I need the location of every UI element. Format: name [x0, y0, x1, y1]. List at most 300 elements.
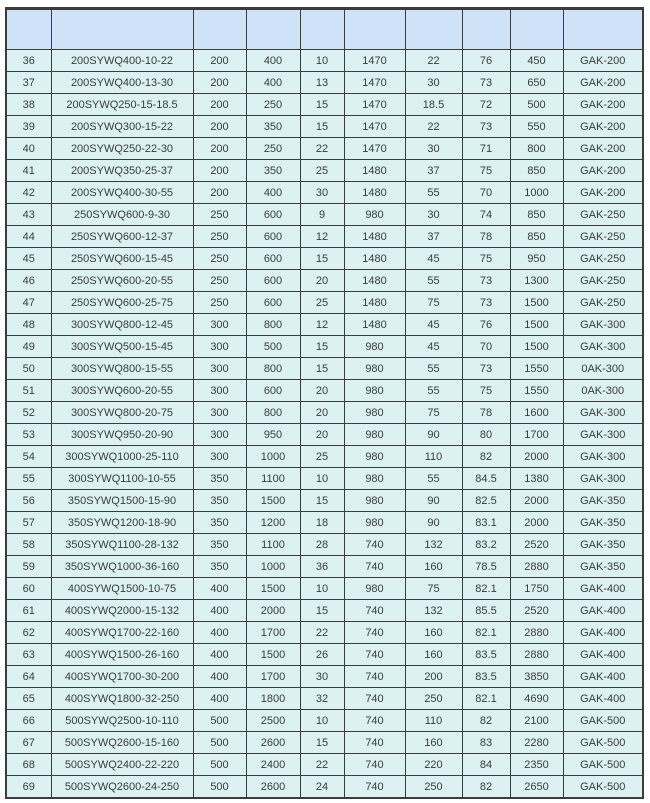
- cell-power: 55: [405, 468, 462, 490]
- cell-model: 400SYWQ1500-26-160: [51, 644, 193, 666]
- cell-speed: 980: [344, 512, 405, 534]
- cell-weight: 2100: [510, 710, 563, 732]
- cell-coupling: GAK-300: [563, 424, 643, 446]
- cell-power: 30: [405, 204, 462, 226]
- table-row: [6, 534, 643, 556]
- cell-weight: 2880: [510, 644, 563, 666]
- cell-caliber: 200: [193, 160, 246, 182]
- cell-flow: 1500: [246, 578, 300, 600]
- cell-caliber: 400: [193, 644, 246, 666]
- cell-coupling: GAK-250: [563, 226, 643, 248]
- cell-power: 90: [405, 512, 462, 534]
- cell-coupling: GAK-300: [563, 402, 643, 424]
- cell-speed: 980: [344, 490, 405, 512]
- cell-index: 48: [6, 314, 51, 336]
- table-row: [6, 666, 643, 688]
- cell-speed: 980: [344, 446, 405, 468]
- cell-head: 20: [300, 402, 344, 424]
- cell-model: 200SYWQ250-15-18.5: [51, 94, 193, 116]
- cell-power: 250: [405, 688, 462, 710]
- cell-coupling: GAK-300: [563, 314, 643, 336]
- cell-caliber: 300: [193, 446, 246, 468]
- table-row: [6, 380, 643, 402]
- header-row: [6, 9, 643, 50]
- cell-speed: 980: [344, 402, 405, 424]
- cell-caliber: 400: [193, 600, 246, 622]
- cell-head: 22: [300, 138, 344, 160]
- cell-index: 55: [6, 468, 51, 490]
- cell-coupling: GAK-350: [563, 512, 643, 534]
- cell-caliber: 350: [193, 556, 246, 578]
- cell-model: 350SYWQ1000-36-160: [51, 556, 193, 578]
- cell-caliber: 350: [193, 490, 246, 512]
- cell-head: 15: [300, 600, 344, 622]
- cell-weight: 3850: [510, 666, 563, 688]
- cell-index: 38: [6, 94, 51, 116]
- cell-power: 55: [405, 182, 462, 204]
- cell-speed: 980: [344, 204, 405, 226]
- cell-weight: 2520: [510, 600, 563, 622]
- cell-head: 18: [300, 512, 344, 534]
- cell-speed: 740: [344, 666, 405, 688]
- cell-weight: 850: [510, 204, 563, 226]
- cell-power: 22: [405, 116, 462, 138]
- cell-model: 500SYWQ2500-10-110: [51, 710, 193, 732]
- cell-head: 15: [300, 732, 344, 754]
- cell-flow: 400: [246, 72, 300, 94]
- cell-efficiency: 75: [462, 248, 510, 270]
- cell-speed: 980: [344, 336, 405, 358]
- cell-power: 45: [405, 314, 462, 336]
- cell-power: 22: [405, 50, 462, 72]
- table-row: [6, 732, 643, 754]
- cell-caliber: 350: [193, 534, 246, 556]
- table-row: [6, 292, 643, 314]
- cell-power: 55: [405, 358, 462, 380]
- cell-weight: 2000: [510, 490, 563, 512]
- cell-head: 15: [300, 358, 344, 380]
- cell-caliber: 300: [193, 402, 246, 424]
- cell-head: 10: [300, 710, 344, 732]
- table-row: [6, 138, 643, 160]
- cell-power: 90: [405, 424, 462, 446]
- header-cell-speed: [344, 9, 405, 50]
- cell-caliber: 300: [193, 424, 246, 446]
- cell-caliber: 300: [193, 314, 246, 336]
- cell-model: 300SYWQ800-15-55: [51, 358, 193, 380]
- cell-flow: 1700: [246, 622, 300, 644]
- cell-efficiency: 83.2: [462, 534, 510, 556]
- cell-caliber: 400: [193, 622, 246, 644]
- cell-efficiency: 76: [462, 314, 510, 336]
- cell-coupling: GAK-350: [563, 534, 643, 556]
- cell-flow: 1200: [246, 512, 300, 534]
- cell-flow: 600: [246, 226, 300, 248]
- cell-weight: 1380: [510, 468, 563, 490]
- cell-flow: 2000: [246, 600, 300, 622]
- cell-model: 400SYWQ1700-22-160: [51, 622, 193, 644]
- cell-speed: 740: [344, 534, 405, 556]
- cell-speed: 1480: [344, 160, 405, 182]
- cell-head: 9: [300, 204, 344, 226]
- table-row: [6, 160, 643, 182]
- header-cell-weight: [510, 9, 563, 50]
- table-row: [6, 204, 643, 226]
- cell-coupling: GAK-350: [563, 556, 643, 578]
- cell-model: 300SYWQ800-20-75: [51, 402, 193, 424]
- cell-coupling: GAK-250: [563, 248, 643, 270]
- cell-model: 350SYWQ1200-18-90: [51, 512, 193, 534]
- cell-caliber: 500: [193, 710, 246, 732]
- cell-head: 30: [300, 182, 344, 204]
- cell-flow: 800: [246, 314, 300, 336]
- cell-index: 65: [6, 688, 51, 710]
- cell-coupling: GAK-500: [563, 710, 643, 732]
- cell-coupling: GAK-400: [563, 600, 643, 622]
- cell-efficiency: 71: [462, 138, 510, 160]
- cell-weight: 1700: [510, 424, 563, 446]
- cell-index: 41: [6, 160, 51, 182]
- cell-head: 15: [300, 116, 344, 138]
- table-row: [6, 556, 643, 578]
- cell-model: 300SYWQ500-15-45: [51, 336, 193, 358]
- table-row: [6, 50, 643, 72]
- cell-weight: 500: [510, 94, 563, 116]
- cell-caliber: 200: [193, 182, 246, 204]
- cell-head: 20: [300, 270, 344, 292]
- table-row: [6, 578, 643, 600]
- cell-speed: 740: [344, 622, 405, 644]
- header-cell-power: [405, 9, 462, 50]
- cell-efficiency: 80: [462, 424, 510, 446]
- cell-power: 45: [405, 248, 462, 270]
- cell-coupling: GAK-500: [563, 754, 643, 776]
- cell-weight: 2000: [510, 446, 563, 468]
- cell-caliber: 200: [193, 138, 246, 160]
- cell-flow: 600: [246, 248, 300, 270]
- cell-efficiency: 74: [462, 204, 510, 226]
- cell-speed: 740: [344, 710, 405, 732]
- cell-model: 350SYWQ1100-28-132: [51, 534, 193, 556]
- cell-efficiency: 84.5: [462, 468, 510, 490]
- cell-coupling: 0AK-300: [563, 380, 643, 402]
- header-cell-caliber: [193, 9, 246, 50]
- cell-flow: 250: [246, 138, 300, 160]
- cell-model: 350SYWQ1500-15-90: [51, 490, 193, 512]
- cell-index: 39: [6, 116, 51, 138]
- cell-coupling: GAK-500: [563, 732, 643, 754]
- cell-weight: 650: [510, 72, 563, 94]
- header-cell-flow: [246, 9, 300, 50]
- cell-weight: 2000: [510, 512, 563, 534]
- cell-efficiency: 75: [462, 160, 510, 182]
- cell-index: 59: [6, 556, 51, 578]
- table-row: [6, 468, 643, 490]
- cell-flow: 600: [246, 204, 300, 226]
- cell-head: 22: [300, 622, 344, 644]
- cell-caliber: 200: [193, 72, 246, 94]
- table-row: [6, 116, 643, 138]
- cell-efficiency: 82: [462, 710, 510, 732]
- cell-speed: 980: [344, 358, 405, 380]
- cell-speed: 980: [344, 578, 405, 600]
- cell-efficiency: 83.5: [462, 666, 510, 688]
- cell-speed: 1480: [344, 314, 405, 336]
- table-row: [6, 424, 643, 446]
- cell-speed: 1470: [344, 50, 405, 72]
- cell-head: 30: [300, 666, 344, 688]
- cell-weight: 550: [510, 116, 563, 138]
- table-row: [6, 226, 643, 248]
- cell-caliber: 300: [193, 380, 246, 402]
- table-row: [6, 94, 643, 116]
- cell-head: 32: [300, 688, 344, 710]
- table-row: [6, 512, 643, 534]
- cell-caliber: 400: [193, 666, 246, 688]
- cell-index: 52: [6, 402, 51, 424]
- cell-speed: 1480: [344, 226, 405, 248]
- cell-speed: 1470: [344, 116, 405, 138]
- cell-weight: 800: [510, 138, 563, 160]
- cell-weight: 1750: [510, 578, 563, 600]
- cell-model: 250SYWQ600-12-37: [51, 226, 193, 248]
- table-row: [6, 182, 643, 204]
- cell-caliber: 350: [193, 468, 246, 490]
- cell-flow: 600: [246, 270, 300, 292]
- cell-efficiency: 73: [462, 116, 510, 138]
- cell-caliber: 400: [193, 578, 246, 600]
- cell-head: 25: [300, 160, 344, 182]
- cell-speed: 740: [344, 600, 405, 622]
- table-row: [6, 622, 643, 644]
- cell-speed: 740: [344, 644, 405, 666]
- cell-coupling: GAK-200: [563, 94, 643, 116]
- cell-power: 30: [405, 138, 462, 160]
- table-row: [6, 600, 643, 622]
- pump-spec-table: [5, 7, 644, 799]
- cell-index: 57: [6, 512, 51, 534]
- cell-model: 200SYWQ350-25-37: [51, 160, 193, 182]
- cell-index: 58: [6, 534, 51, 556]
- cell-caliber: 200: [193, 94, 246, 116]
- cell-power: 55: [405, 380, 462, 402]
- cell-head: 25: [300, 292, 344, 314]
- cell-index: 69: [6, 776, 51, 799]
- cell-model: 300SYWQ800-12-45: [51, 314, 193, 336]
- cell-flow: 1700: [246, 666, 300, 688]
- cell-coupling: GAK-250: [563, 270, 643, 292]
- cell-model: 250SYWQ600-25-75: [51, 292, 193, 314]
- cell-power: 160: [405, 622, 462, 644]
- cell-caliber: 250: [193, 292, 246, 314]
- cell-power: 75: [405, 578, 462, 600]
- cell-power: 37: [405, 160, 462, 182]
- cell-caliber: 500: [193, 776, 246, 799]
- cell-power: 250: [405, 776, 462, 799]
- cell-flow: 1500: [246, 644, 300, 666]
- cell-weight: 1500: [510, 292, 563, 314]
- cell-weight: 1550: [510, 380, 563, 402]
- cell-model: 250SYWQ600-9-30: [51, 204, 193, 226]
- cell-index: 36: [6, 50, 51, 72]
- cell-index: 42: [6, 182, 51, 204]
- cell-caliber: 300: [193, 358, 246, 380]
- cell-index: 60: [6, 578, 51, 600]
- cell-head: 15: [300, 490, 344, 512]
- cell-head: 15: [300, 94, 344, 116]
- cell-flow: 600: [246, 292, 300, 314]
- cell-flow: 1800: [246, 688, 300, 710]
- cell-caliber: 350: [193, 512, 246, 534]
- cell-flow: 1100: [246, 534, 300, 556]
- cell-model: 200SYWQ400-10-22: [51, 50, 193, 72]
- cell-efficiency: 83.5: [462, 644, 510, 666]
- cell-model: 500SYWQ2600-15-160: [51, 732, 193, 754]
- table-row: [6, 754, 643, 776]
- cell-power: 220: [405, 754, 462, 776]
- cell-power: 110: [405, 710, 462, 732]
- cell-power: 132: [405, 534, 462, 556]
- cell-flow: 950: [246, 424, 300, 446]
- cell-model: 300SYWQ1000-25-110: [51, 446, 193, 468]
- cell-head: 20: [300, 424, 344, 446]
- cell-weight: 950: [510, 248, 563, 270]
- cell-model: 400SYWQ1700-30-200: [51, 666, 193, 688]
- cell-index: 67: [6, 732, 51, 754]
- cell-efficiency: 82: [462, 776, 510, 799]
- cell-power: 37: [405, 226, 462, 248]
- cell-flow: 400: [246, 182, 300, 204]
- cell-efficiency: 83: [462, 732, 510, 754]
- cell-head: 13: [300, 72, 344, 94]
- cell-coupling: GAK-500: [563, 776, 643, 799]
- cell-efficiency: 75: [462, 380, 510, 402]
- table-row: [6, 270, 643, 292]
- cell-flow: 1500: [246, 490, 300, 512]
- cell-flow: 1000: [246, 556, 300, 578]
- cell-efficiency: 78: [462, 226, 510, 248]
- cell-index: 51: [6, 380, 51, 402]
- cell-flow: 1000: [246, 446, 300, 468]
- cell-weight: 2280: [510, 732, 563, 754]
- cell-index: 50: [6, 358, 51, 380]
- cell-power: 110: [405, 446, 462, 468]
- cell-power: 160: [405, 732, 462, 754]
- cell-coupling: GAK-300: [563, 468, 643, 490]
- cell-index: 66: [6, 710, 51, 732]
- cell-model: 200SYWQ300-15-22: [51, 116, 193, 138]
- cell-index: 53: [6, 424, 51, 446]
- cell-caliber: 250: [193, 204, 246, 226]
- cell-coupling: GAK-200: [563, 72, 643, 94]
- cell-efficiency: 83.1: [462, 512, 510, 534]
- cell-coupling: GAK-400: [563, 666, 643, 688]
- cell-speed: 1480: [344, 292, 405, 314]
- cell-caliber: 250: [193, 270, 246, 292]
- cell-efficiency: 82.1: [462, 578, 510, 600]
- cell-weight: 850: [510, 160, 563, 182]
- cell-caliber: 400: [193, 688, 246, 710]
- cell-weight: 4690: [510, 688, 563, 710]
- cell-speed: 1480: [344, 270, 405, 292]
- cell-weight: 450: [510, 50, 563, 72]
- cell-coupling: GAK-200: [563, 116, 643, 138]
- cell-power: 75: [405, 292, 462, 314]
- header-cell-index: [6, 9, 51, 50]
- cell-index: 43: [6, 204, 51, 226]
- cell-weight: 1300: [510, 270, 563, 292]
- table-row: [6, 688, 643, 710]
- cell-efficiency: 70: [462, 182, 510, 204]
- cell-power: 160: [405, 644, 462, 666]
- table-row: [6, 72, 643, 94]
- cell-model: 400SYWQ1800-32-250: [51, 688, 193, 710]
- cell-head: 15: [300, 336, 344, 358]
- cell-power: 160: [405, 556, 462, 578]
- table-header: [6, 9, 643, 50]
- cell-power: 55: [405, 270, 462, 292]
- cell-model: 200SYWQ250-22-30: [51, 138, 193, 160]
- cell-efficiency: 72: [462, 94, 510, 116]
- cell-coupling: GAK-400: [563, 622, 643, 644]
- cell-coupling: 0AK-300: [563, 358, 643, 380]
- cell-speed: 740: [344, 754, 405, 776]
- table-row: [6, 358, 643, 380]
- table-row: [6, 776, 643, 799]
- cell-flow: 350: [246, 160, 300, 182]
- cell-head: 28: [300, 534, 344, 556]
- table-row: [6, 248, 643, 270]
- table-row: [6, 402, 643, 424]
- cell-model: 200SYWQ400-30-55: [51, 182, 193, 204]
- cell-weight: 2880: [510, 622, 563, 644]
- cell-speed: 980: [344, 424, 405, 446]
- cell-weight: 2350: [510, 754, 563, 776]
- cell-index: 47: [6, 292, 51, 314]
- table-body: [6, 50, 643, 799]
- cell-speed: 980: [344, 468, 405, 490]
- cell-caliber: 250: [193, 226, 246, 248]
- cell-model: 500SYWQ2400-22-220: [51, 754, 193, 776]
- cell-efficiency: 78: [462, 402, 510, 424]
- cell-index: 44: [6, 226, 51, 248]
- cell-flow: 600: [246, 380, 300, 402]
- table-row: [6, 710, 643, 732]
- cell-caliber: 200: [193, 116, 246, 138]
- cell-caliber: 200: [193, 50, 246, 72]
- header-cell-head: [300, 9, 344, 50]
- cell-weight: 2520: [510, 534, 563, 556]
- cell-coupling: GAK-250: [563, 292, 643, 314]
- cell-head: 26: [300, 644, 344, 666]
- cell-speed: 740: [344, 688, 405, 710]
- cell-weight: 1600: [510, 402, 563, 424]
- header-cell-model: [51, 9, 193, 50]
- cell-caliber: 500: [193, 754, 246, 776]
- cell-index: 40: [6, 138, 51, 160]
- cell-speed: 740: [344, 556, 405, 578]
- cell-coupling: GAK-300: [563, 336, 643, 358]
- cell-index: 62: [6, 622, 51, 644]
- cell-head: 24: [300, 776, 344, 799]
- cell-head: 22: [300, 754, 344, 776]
- cell-flow: 1100: [246, 468, 300, 490]
- cell-flow: 2400: [246, 754, 300, 776]
- cell-index: 64: [6, 666, 51, 688]
- cell-head: 20: [300, 380, 344, 402]
- cell-flow: 800: [246, 358, 300, 380]
- cell-model: 300SYWQ950-20-90: [51, 424, 193, 446]
